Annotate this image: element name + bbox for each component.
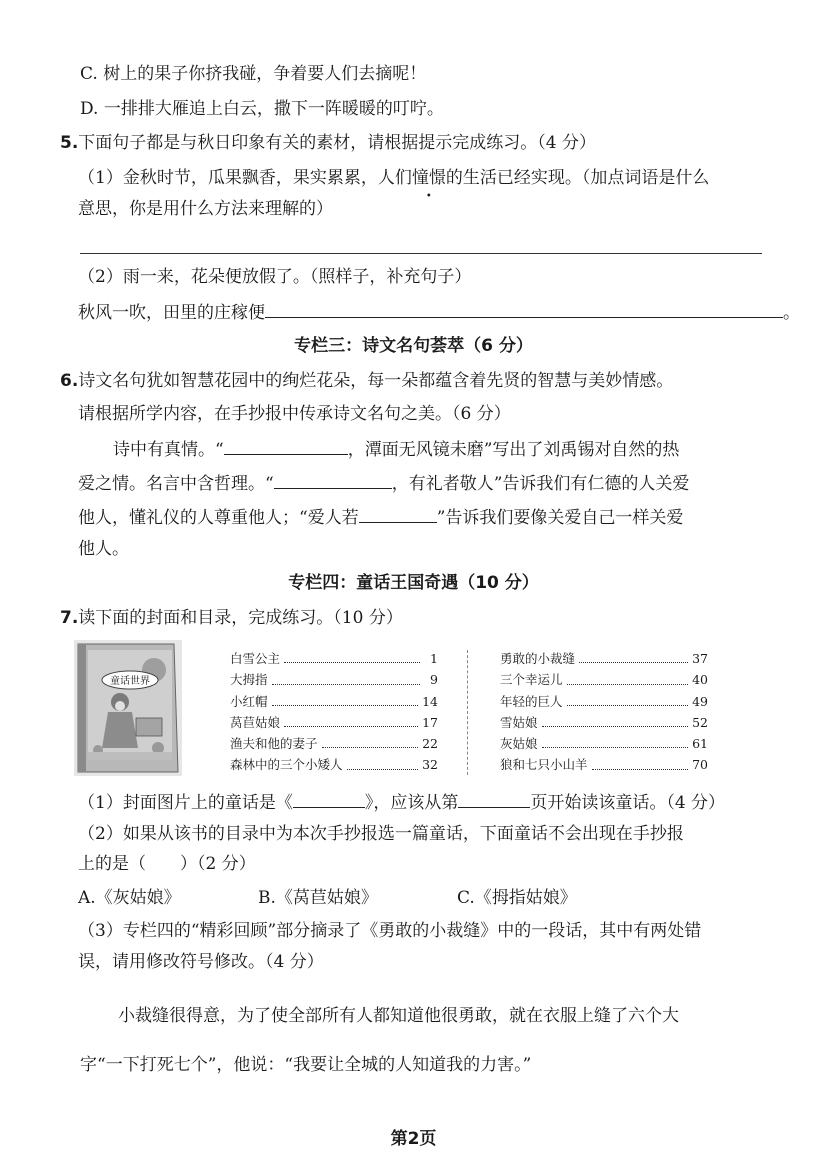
text: ，有礼者敬人”告诉我们有仁德的人关爱	[391, 474, 690, 494]
page-number: 第2页	[390, 1129, 437, 1149]
answer-line[interactable]	[80, 253, 762, 254]
question-7	[60, 606, 403, 630]
toc-title: 三个幸运儿	[500, 672, 563, 688]
toc-title: 年轻的巨人	[500, 693, 563, 709]
section-3-title: 专栏三：诗文名句荟萃（6 分）	[294, 336, 533, 356]
q7-part2-line2: 上的是（ ）（2 分）	[78, 854, 256, 874]
toc-entry	[230, 712, 438, 733]
q5-part1-text-a: （1）金秋时节，瓜果飘香，果实累累，人们	[78, 168, 412, 188]
text: 诗中有真情。“	[113, 440, 224, 460]
toc-entry	[500, 733, 708, 754]
q7-option-a[interactable]: A.《灰姑娘》	[78, 888, 181, 908]
toc-title: 白雪公主	[230, 651, 281, 666]
toc-entry	[500, 648, 708, 669]
q7-part3-line1: （3）专栏四的“精彩回顾”部分摘录了《勇敢的小裁缝》中的一段话，其中有两处错	[78, 921, 702, 941]
toc-left	[230, 648, 438, 776]
toc-entry	[230, 733, 438, 754]
q7-option-c[interactable]: C.《拇指姑娘》	[457, 888, 577, 908]
q7-part2-line1: （2）如果从该书的目录中为本次手抄报选一篇童话，下面童话不会出现在手抄报	[78, 824, 684, 844]
period: 。	[783, 303, 800, 323]
toc-title: 小红帽	[230, 693, 268, 709]
answer-blank[interactable]	[265, 299, 783, 318]
q6-line4	[78, 470, 689, 496]
toc-divider	[467, 650, 468, 775]
question-6-line1	[60, 369, 673, 393]
question-text: 下面句子都是与秋日印象有关的素材，请根据提示完成练习。（4 分）	[78, 133, 597, 153]
toc-right	[500, 648, 708, 776]
toc-title: 灰姑娘	[500, 736, 538, 752]
q5-part2: （2）雨一来，花朵便放假了。（照样子，补充句子）	[78, 267, 472, 287]
toc-leader-dots	[347, 754, 419, 769]
toc-leader-dots	[542, 733, 689, 748]
q6-line3	[113, 436, 679, 462]
toc-entry	[500, 691, 708, 712]
toc-leader-dots	[284, 712, 418, 727]
text: 他人，懂礼仪的人尊重他人；“爱人若	[78, 508, 359, 528]
toc-title: 渔夫和他的妻子	[230, 736, 318, 752]
answer-blank[interactable]	[359, 504, 437, 523]
text: 》，应该从第	[364, 793, 459, 813]
text: ”告诉我们要像关爱自己一样关爱	[436, 508, 684, 528]
q5-emphasized-word: 憧憬	[411, 168, 446, 188]
toc-leader-dots	[579, 648, 688, 663]
passage-line2: 字“一下打死七个”，他说：“我要让全城的人知道我的力害。”	[80, 1055, 532, 1075]
toc-title: 勇敢的小裁缝	[500, 651, 576, 666]
question-text: 读下面的封面和目录，完成练习。（10 分）	[78, 608, 403, 628]
toc-page: 61	[692, 736, 708, 752]
toc-leader-dots	[272, 691, 419, 706]
toc-page: 17	[422, 714, 438, 730]
toc-leader-dots	[272, 669, 420, 684]
toc-entry	[230, 691, 438, 712]
question-6-line2: 请根据所学内容，在手抄报中传承诗文名句之美。（6 分）	[78, 404, 511, 424]
toc-title: 森林中的三个小矮人	[230, 757, 343, 773]
toc-leader-dots	[284, 648, 420, 663]
toc-entry	[230, 754, 438, 775]
toc-page: 14	[422, 693, 438, 709]
toc-page: 70	[692, 757, 708, 773]
question-text: 诗文名句犹如智慧花园中的绚烂花朵，每一朵都蕴含着先贤的智慧与美妙情感。	[78, 371, 674, 391]
toc-page: 9	[430, 672, 438, 688]
q7-option-b[interactable]: B.《莴苣姑娘》	[258, 888, 378, 908]
toc-leader-dots	[322, 733, 419, 748]
option-c: C. 树上的果子你挤我碰，争着要人们去摘呢！	[80, 64, 427, 84]
text: （1）封面图片上的童话是《	[78, 793, 293, 813]
option-d: D. 一排排大雁追上白云，撒下一阵暖暖的叮咛。	[80, 99, 444, 119]
toc-page: 52	[692, 714, 708, 730]
q5-part2-prefix: 秋风一吹，田里的庄稼便	[78, 303, 265, 323]
toc-page: 40	[692, 672, 708, 688]
toc-entry	[230, 648, 438, 669]
text: ，潭面无风镜未磨”写出了刘禹锡对自然的热	[347, 440, 680, 460]
question-number: 6.	[60, 371, 79, 391]
toc-page: 49	[692, 693, 708, 709]
q5-part1-text-b: 的生活已经实现。（加点词语是什么	[445, 168, 710, 188]
q5-part1-line2: 意思，你是用什么方法来理解的）	[78, 199, 333, 219]
q7-part3-line2: 误，请用修改符号修改。（4 分）	[78, 952, 324, 972]
question-5	[60, 131, 596, 155]
toc-entry	[500, 669, 708, 690]
toc-leader-dots	[567, 669, 689, 684]
toc-title: 雪姑娘	[500, 714, 538, 730]
question-number: 7.	[60, 608, 79, 628]
toc-leader-dots	[542, 712, 689, 727]
book-cover-illustration	[74, 640, 182, 776]
toc-page: 1	[430, 651, 438, 666]
passage-line1: 小裁缝很得意，为了使全部所有人都知道他很勇敢，就在衣服上缝了六个大	[118, 1006, 679, 1026]
answer-blank-title[interactable]	[293, 789, 365, 808]
toc-title: 莴苣姑娘	[230, 714, 281, 730]
toc-page: 37	[692, 651, 708, 666]
toc-entry	[500, 754, 708, 775]
toc-page: 32	[422, 757, 438, 773]
toc-title: 狼和七只小山羊	[500, 757, 588, 773]
toc-entry	[500, 712, 708, 733]
toc-leader-dots	[567, 691, 689, 706]
answer-blank-page[interactable]	[458, 789, 530, 808]
toc-title: 大拇指	[230, 672, 268, 688]
toc-leader-dots	[592, 754, 689, 769]
q6-line5	[78, 504, 683, 530]
q7-part1	[78, 789, 725, 815]
toc-entry	[230, 669, 438, 690]
answer-blank[interactable]	[224, 436, 348, 455]
text: 页开始读该童话。（4 分）	[530, 793, 726, 813]
answer-blank[interactable]	[274, 470, 392, 489]
q6-line6: 他人。	[78, 539, 129, 559]
book-cover	[74, 640, 182, 776]
q5-part1-line1	[78, 166, 709, 190]
text: 爱之情。名言中含哲理。“	[78, 474, 274, 494]
section-4-title: 专栏四：童话王国奇遇（10 分）	[288, 573, 539, 593]
toc-page: 22	[422, 736, 438, 752]
cover-title-text: 童话世界	[110, 676, 150, 687]
q5-part2-line2	[78, 299, 800, 325]
question-number: 5.	[60, 133, 79, 153]
